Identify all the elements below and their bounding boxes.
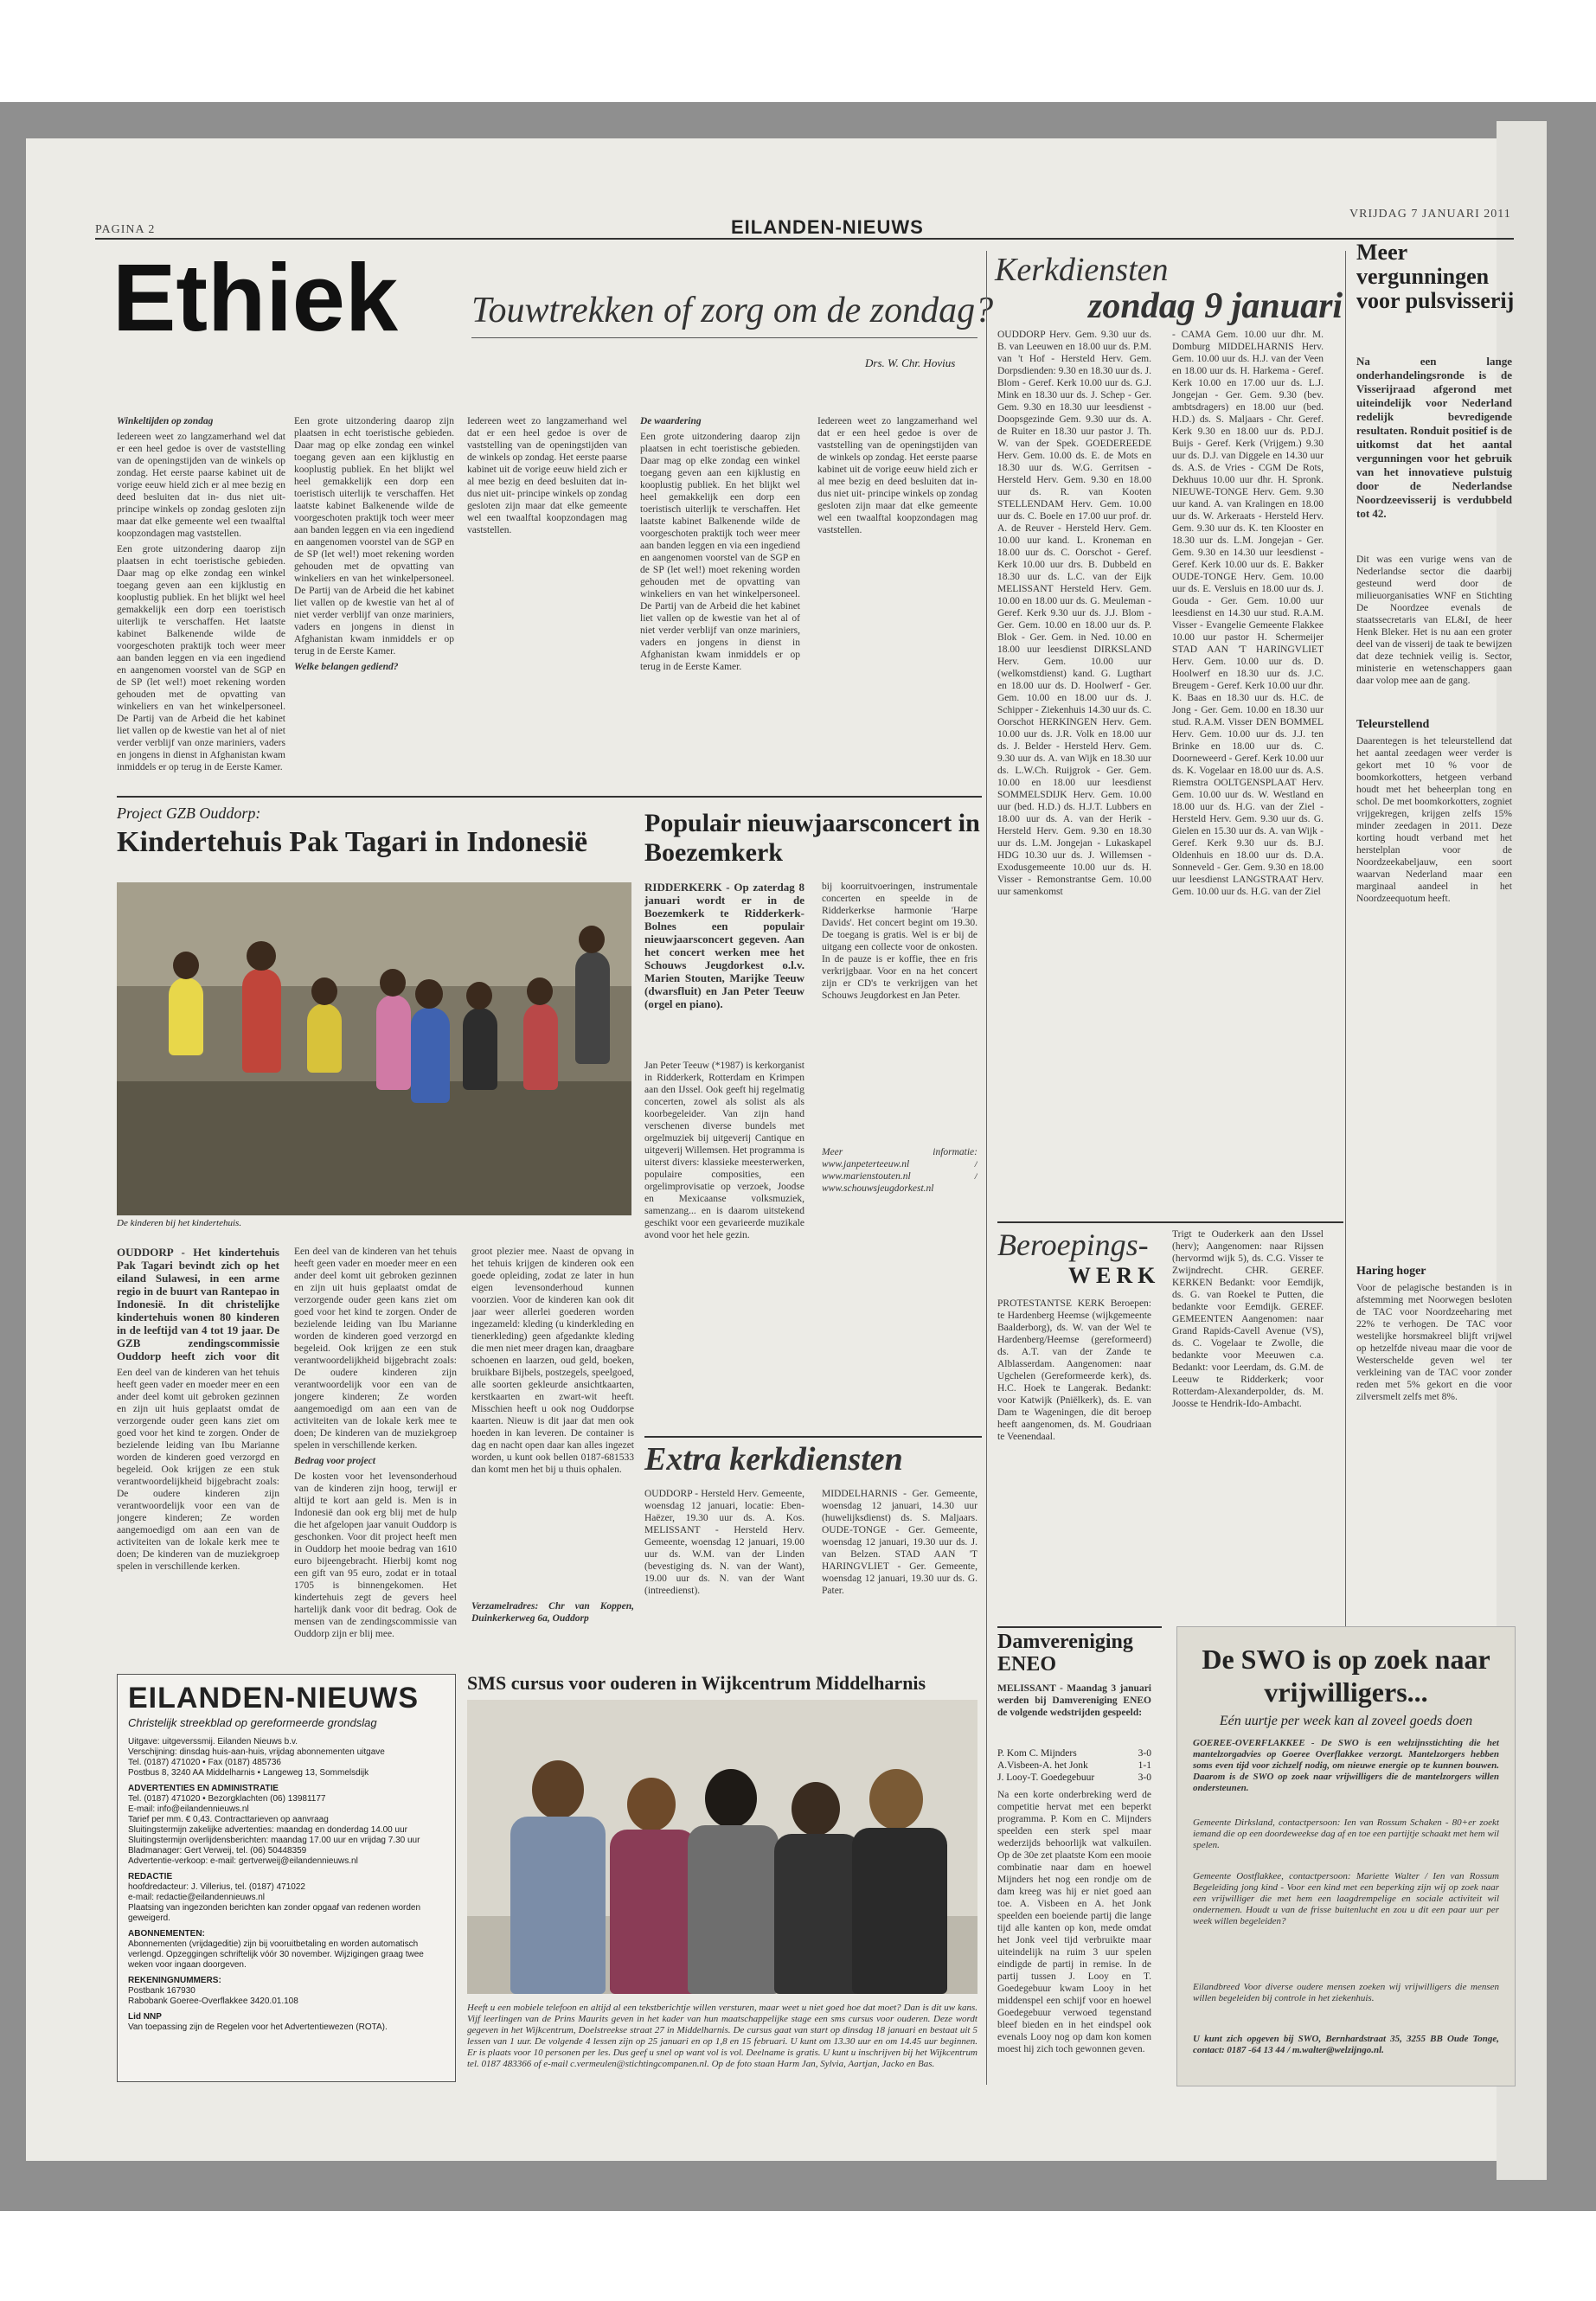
dam-result-row: J. Looy-T. Goedegebuur 3-0	[997, 1772, 1151, 1783]
colofon-redactie-line: Plaatsing van ingezonden berichten kan zonder opgaaf van redenen worden geweigerd.	[128, 1903, 421, 1923]
meer-body: Dit was een vurige wens van de Nederlandse sector die daarbij gesteund werd door de milieuorganisaties WNF en Stichting De Noordzee evenals de staatssecretaris van EL&I, de heer Henk Bleker. Het is nu aan een groter deel van de visserij de taak te bewijzen dat deze techniek veilig is. Sector, ministerie en wetenschappers gaan daar volop mee aan de gang.	[1356, 554, 1512, 686]
colofon-heading: REDACTIE	[128, 1872, 173, 1881]
meer-body-3: Voor de pelagische bestanden is in afstemming met Noorwegen besloten de TAC voor Noordzeeharing met 22% te verhogen. De TAC voor westelijke horsmakreel blijft vrijwel op hetzelfde niveau maar die voor de Westerschelde geven wel ter verkleining van de TAC voor zonder reden met 5% gekort en die voor zilversmelt zelfs met 8%.	[1356, 1283, 1512, 1402]
colofon-box	[117, 1674, 456, 2082]
beroep-title-2: WERK	[1068, 1263, 1161, 1288]
extra-column-2: MIDDELHARNIS - Ger. Gemeente, woensdag 12 januari, 14.30 uur (huwelijksdienst) ds. S. Maljaars. OUDE-TONGE - Ger. Gemeente, woensdag 12 januari, 19.30 uur ds. J. van Belzen. STAD AAN 'T HARINGVLIET - Ger. Gemeente, woensdag 12 januari, 19.30 uur ds. G. Pater.	[822, 1489, 977, 1596]
concert-body: Jan Peter Teeuw (*1987) is kerkorganist in Ridderkerk, Rotterdam en Krimpen aan den IJssel. Ook geeft hij regelmatig concerten, zowel als solist als als koorbegeleider. Van zijn hand verschenen diverse bundels met orgelmuziek bij uitgeverij Cantique en uitgeverij Willemsen. Het programma is uiterst divers: klassieke meesterwerken, populaire composities, een orgelimprovisatie op verzoek, Joodse en Mexicaanse volksmuziek, samenzang... en is daarom uitstekend geschikt voor een gevarieerde muzikale avond voor het hele gezin.	[644, 1061, 804, 1240]
ethiek-body-4: Een grote uitzondering daarop zijn plaatsen in echt toeristische gebieden. Daar mag op elke zondag een winkel toegang geven aan een kijklustig en kooplustig publiek. En het blijkt wel heel gemakkelijk een dorp een toeristisch uiterlijk te verschaffen. Het laatste kabinet Balkenende wilde de voorgeschoten praktijk toch weer meer aan banden leggen en via een ingediend en aangenomen voorstel van de SGP en de SP (let wel!) moet rekening worden gehouden met de opvatting van winkeliers en van het winkelpersoneel. De Partij van de Arbeid die het kabinet liet vallen op de kwestie van het al of niet verder verblijf van onze mariniers, vaders en jongens in dienst in Afghanistan kwam inmiddels er op terug in de Eerste Kamer.	[640, 432, 800, 672]
kerk-title-2: zondag 9 januari	[1088, 286, 1343, 326]
colofon-ad-line: Bladmanager: Gert Verweij, tel. (06) 50448359	[128, 1846, 307, 1856]
ethiek-body: Een grote uitzondering daarop zijn plaatsen in echt toeristische gebieden. Daar mag op elke zondag een winkel toegang geven aan een kijklustig en kooplustig publiek. En het blijkt wel heel gemakkelijk een dorp een toeristisch uiterlijk te verschaffen. Het laatste kabinet Balkenende wilde de voorgeschoten praktijk toch weer meer aan banden leggen en via een ingediend en aangenomen voorstel van de SGP en de SP (let wel!) moet rekening worden gehouden met de opvatting van winkeliers en van het winkelpersoneel. De Partij van de Arbeid die het kabinet liet vallen op de kwestie van het al of niet verder verblijf van onze mariniers, vaders en jongens in dienst in Afghanistan kwam inmiddels er op terug in de Eerste Kamer.	[117, 544, 285, 772]
colofon-ad-line: Sluitingstermijn overlijdensberichten: maandag 17.00 uur en vrijdag 7.30 uur	[128, 1836, 420, 1845]
concert-title: Populair nieuwjaarsconcert in Boezemkerk	[644, 809, 980, 867]
beroep-column-2: Trigt te Ouderkerk aan den IJssel (herv); Aangenomen: naar Rijssen (hervormd wijk 5), ds. C.G. Visser te Zwijndrecht. CHR. GEREF. KERKEN Bedankt: voor Eemdijk, ds. G. van Roekel te Putten, die bedankte voor Eemdijk. GEREF. GEMEENTEN Aangenomen: naar Grand Rapids-Cavell Avenue (VS), ds. C. Vogelaar te Zwolle, die bedankte voor Meeuwen c.a. Bedankt: voor Leerdam, ds. G.M. de Leeuw te Ridderkerk; voor Rotterdam-Alexanderpolder, ds. M. Joosse te Hendrik-Ido-Ambacht.	[1172, 1229, 1324, 1409]
headline-rule	[471, 337, 977, 338]
ethiek-column-1	[117, 415, 285, 787]
meer-body-2: Daarentegen is het teleurstellend dat het aantal zeedagen weer verder is gekort met 10 % voor de boomkorkotters, hetgeen verband houdt met het beheerplan tong en schol. De met boomkorkotters, zogniet vrijgekregen, krijgen zelfs 15% minder zeedagen in 2011. Deze korting houdt verband met het herstelplan voor de Noordzeekabeljauw, een soort waarvan Nederland maar een marginaal aandeel in het Noordzeequotum heeft.	[1356, 736, 1512, 904]
dam-title: Damvereniging ENEO	[997, 1631, 1133, 1676]
gzb-body: Een deel van de kinderen van het tehuis heeft geen vader en moeder meer en een ander deel komt uit gebroken gezinnen en zijn uit huis geplaatst omdat de verzorgende ouder geen kans ziet om goed voor het kind te zorgen. Onder de bezielende leiding van Ibu Marianne worden de kinderen goed verzorgd en begeleid. Ook krijgen ze een stuk verantwoordelijkheid bijgebracht zoals: De oudere kinderen zijn verantwoordelijk voor een van de jongere kinderen; Ze worden aangemoedigd om aan een van de activiteiten van de lokale kerk mee te doen; De kinderen van de muziekgroep spelen in verschillende kerken.	[117, 1368, 279, 1572]
beroep-rule	[997, 1221, 1343, 1223]
meer-subhead: Teleurstellend	[1356, 718, 1430, 731]
page-number: PAGINA 2	[95, 223, 156, 236]
extra-column-1: OUDDORP - Hersteld Herv. Gemeente, woensdag 12 januari, locatie: Eben-Haëzer, 19.30 uur ds. A. Kos. MELISSANT - Hersteld Herv. Gemeente, woensdag 12 januari, 19.00 uur ds. W.M. van der Linden (bevestiging ds. N. van der Want), 19.00 uur ds. N. van der Want (intreedienst).	[644, 1489, 804, 1596]
swo-intro: GOEREE-OVERFLAKKEE - De SWO is een welzijnsstichting die het mantelzorgadvies op Goeree Overflakkee verzorgt. Mantelzorgers hebben soms even tijd voor zichzelf nodig, om nieuwe energie op te kunnen bouwen. Daarom is de SWO op zoek naar vrijwilligers die de mantelzorgers willen ondersteunen.	[1193, 1738, 1499, 1793]
colofon-heading: ADVERTENTIES EN ADMINISTRATIE	[128, 1784, 279, 1793]
ethiek-subhead-3: De waardering	[640, 416, 702, 426]
colofon-line: Postbus 8, 3240 AA Middelharnis • Langeweg 13, Sommelsdijk	[128, 1768, 369, 1778]
beroep-title-1: Beroepings-	[997, 1227, 1149, 1262]
ethiek-column-4	[640, 415, 800, 787]
concert-body-2: bij koorruitvoeringen, instrumentale concerten en speelde in de Ridderkerkse harmonie 'Harpe Davids'. Het concert begint om 19.30. De toegang is gratis. Wel is er bij de uitgang een collecte voor de onkosten. In de pauze is er koffie, thee en fris verkrijgbaar. Voor en na het concert zijn er CD's te verkrijgen van het Schouws Jeugdorkest en Jan Peter.	[822, 881, 977, 1001]
section-title: Ethiek	[112, 245, 399, 351]
gzb-caption: De kinderen bij het kindertehuis.	[117, 1218, 242, 1228]
gzb-body-2a: Een deel van de kinderen van het tehuis heeft geen vader en moeder meer en een ander deel komt uit gebroken gezinnen en zijn uit huis geplaatst omdat de verzorgende ouder geen kans ziet om goed voor het kind te zorgen. Onder de bezielende leiding van Ibu Marianne worden de kinderen goed verzorgd en begeleid. Ook krijgen ze een stuk verantwoordelijkheid bijgebracht zoals: De oudere kinderen zijn verantwoordelijk voor een van de jongere kinderen; Ze worden aangemoedigd om aan een van de activiteiten van de lokale kerk mee te doen; De kinderen van de muziekgroep spelen in verschillende kerken.	[294, 1247, 457, 1451]
colofon-info	[128, 1737, 444, 2033]
ethiek-subhead-2: Welke belangen gediend?	[294, 662, 399, 672]
swo-box	[1176, 1626, 1516, 2086]
colofon-ad-line: Tarief per mm. € 0,43. Contracttarieven op aanvraag	[128, 1815, 329, 1824]
swo-item-1: Gemeente Dirksland, contactpersoon: Ien van Rossum Schaken - 80+er zoekt iemand die op een doordeweekse dag af en toe een partijtje schaakt met hem wil spelen.	[1193, 1817, 1499, 1850]
colofon-rek-line: Postbank 167930	[128, 1986, 195, 1996]
swo-subtitle: Eén uurtje per week kan al zoveel goeds doen	[1219, 1714, 1473, 1728]
sms-title: SMS cursus voor ouderen in Wijkcentrum Middelharnis	[467, 1672, 926, 1694]
concert-lead: RIDDERKERK - Op zaterdag 8 januari wordt er in de Boezemkerk te Ridderkerk-Bolnes een populair nieuwjaarsconcert gegeven. Aan het concert werken mee het Schouws Jeugdorkest o.l.v. Marien Stouten, Marijke Teeuw (dwarsfluit) en Jan Peter Teeuw (orgel en piano).	[644, 881, 804, 1010]
colofon-line: Verschijning: dinsdag huis-aan-huis, vrijdag abonnementen uitgave	[128, 1747, 385, 1757]
concert-info: Meer informatie: www.janpeterteeuw.nl / www.marienstouten.nl / www.schouwsjeugdorkest.nl	[822, 1147, 977, 1194]
colofon-nnp: Van toepassing zijn de Regelen voor het Advertentiewezen (ROTA).	[128, 2022, 388, 2032]
gzb-column-2	[294, 1246, 457, 1652]
ethiek-lead: Iedereen weet zo langzamerhand wel dat er een heel gedoe is over de vaststelling van de openingstijden van de winkels op zondag. Het eerste paarse kabinet uit de vorige eeuw hield zich er al mee bezig en deed besluiten dat in- dus niet uit- principe winkels op zondag gesloten zijn maar dat elke gemeente wel een twaalftal koopzondagen mag vaststellen.	[117, 432, 285, 539]
kerk-title-1: Kerkdiensten	[995, 252, 1169, 288]
gzb-footer: Verzamelradres: Chr van Koppen, Duinkerkerweg 6a, Ouddorp	[471, 1601, 634, 1624]
column-divider	[1345, 251, 1346, 1626]
colofon-slogan: Christelijk streekblad op gereformeerde grondslag	[128, 1716, 377, 1729]
dam-results	[997, 1747, 1151, 1784]
gzb-subhead: Bedrag voor project	[294, 1456, 375, 1466]
masthead: EILANDEN-NIEUWS	[731, 216, 924, 238]
meer-title: Meer vergunningen voor pulsvisserij	[1356, 240, 1515, 313]
article-headline: Touwtrekken of zorg om de zondag?	[471, 291, 994, 330]
ethiek-column-5	[817, 415, 977, 787]
meer-subhead-2: Haring hoger	[1356, 1265, 1426, 1278]
colofon-redactie-line: hoofdredacteur: J. Villerius, tel. (0187) 471022	[128, 1882, 305, 1892]
colofon-abon: Abonnementen (vrijdageditie) zijn bij vooruitbetaling en worden automatisch verlengd. Opzeggingen schriftelijk vóór 30 november. Wijzigingen graag twee weken voor ingaan doorgeven.	[128, 1939, 424, 1970]
gzb-body-2: De kosten voor het levensonderhoud van de kinderen zijn hoog, terwijl er altijd te kort aan geld is. Men is in Indonesië dan ook erg blij met de hulp die het afgelopen jaar vanuit Ouddorp is geschonken. Voor dit project heeft men in Ouddorp het mooie bedrag van 1610 euro bijeengebracht. Hierbij komt nog een gift van 95 euro, zodat er in totaal 1705 is binnengekomen. Het kindertehuis zegt de gevers heel hartelijk dank voor dit bedrag. Ook de mensen van de zendingscommissie van Ouddorp zijn er blij mee.	[294, 1471, 457, 1639]
extra-rule	[644, 1436, 982, 1438]
dam-rule	[997, 1626, 1162, 1628]
dam-result-row: A.Visbeen-A. het Jonk 1-1	[997, 1760, 1151, 1771]
swo-item-2: Gemeente Oostflakkee, contactpersoon: Mariette Walter / Ien van Rossum Begeleiding jong kind - Voor een kind met een beperking zijn wij op zoek naar een vrijwilliger die met hem een laagdrempelige en sociale activiteit wil ondernemen. Houdt u van de frisse buitenlucht en zou u dit een paar uur per week willen begeleiden?	[1193, 1871, 1499, 1926]
ethiek-column-3	[467, 415, 627, 787]
colofon-heading: Lid NNP	[128, 2012, 162, 2022]
ethiek-body-2: Een grote uitzondering daarop zijn plaatsen in echt toeristische gebieden. Daar mag op elke zondag een winkel toegang geven aan een kijklustig en kooplustig publiek. En het blijkt wel heel gemakkelijk een dorp een toeristisch uiterlijk te verschaffen. Het laatste kabinet Balkenende wilde de voorgeschoten praktijk toch weer meer aan banden leggen en via een ingediend en aangenomen voorstel van de SGP en de SP (let wel!) moet rekening worden gehouden met de opvatting van winkeliers en van het winkelpersoneel. De Partij van de Arbeid die het kabinet liet vallen op de kwestie van het al of niet verder verblijf van onze mariniers, vaders en jongens in dienst in Afghanistan kwam inmiddels er op terug in de Eerste Kamer.	[294, 416, 454, 657]
colofon-line: Tel. (0187) 471020 • Fax (0187) 485736	[128, 1758, 281, 1767]
kerk-column-2: - CAMA Gem. 10.00 uur dhr. M. Domburg MIDDELHARNIS Herv. Gem. 10.00 uur ds. H.J. van der Veen en 18.00 uur ds. H. Harkema - Geref. Kerk 10.00 en 17.00 uur ds. L.J. Jongejan - Ger. Gem. 9.30 (bev. ambtsdragers) en 18.00 uur (bed. H.D.) ds. S. Maljaars - Chr. Geref. Kerk 9.30 en 18.00 uur ds. P.D.J. Buijs - Geref. Kerk (Vrijgem.) 9.30 uur ds. D.J. van Diggele en 14.30 uur ds. A.S. de Vries - CGM De Rots, Dekhuus 10.00 uur dhr. H. Spronk. NIEUWE-TONGE Herv. Gem. 9.30 uur kand. A. van Kralingen en 18.00 uur ds. W. Arkeraats - Hersteld Herv. Gem. 9.30 uur ds. K. ten Klooster en 18.30 uur ds. L.M. Jongejan - Ger. Gem. 9.30 en 14.30 uur leesdienst - Geref. Kerk 10.00 uur ds. E. Bakker OUDE-TONGE Herv. Gem. 10.00 uur ds. E. Versluis en 18.00 uur ds. J. Gouda - Ger. Gem. 10.00 uur leesdienst en 14.30 uur stud. R.A.M. Visser - Evangelie Gemeente Flakkee 10.00 uur pastor H. Schermeijer STAD AAN 'T HARINGVLIET Herv. Gem. 10.00 uur ds. D. Hoolwerf en 18.30 uur ds. J.C. Breugem - Geref. Kerk 10.00 uur dhr. K. Baas en 18.30 uur ds. H.C. de Jong - Ger. Gem. 10.00 en 18.30 uur stud. R.A.M. Visser DEN BOMMEL Herv. Gem. 10.00 uur ds. J.J. ten Brinke en 18.00 uur ds. C. Doorneweerd - Geref. Kerk 10.00 uur ds. K. Vogelaar en 18.00 uur ds. A.S. Riemstra OOLTGENSPLAAT Herv. Gem. 10.00 uur ds. W. Westland en 18.00 uur ds. H.G. van der Ziel - Hersteld Herv. Gem. 9.30 uur ds. G. Gielen en 15.30 uur ds. A. van Wijk - Geref. Kerk 9.30 uur ds. B.J. Oldenhuis en 18.00 uur ds. D.A. Sonneveld - Ger. Gem. 9.30 en 18.00 uur leesdienst LANGSTRAAT Herv. Gem. 10.00 uur ds. H.G. van der Ziel	[1172, 330, 1324, 897]
ethiek-body-5: Iedereen weet zo langzamerhand wel dat er een heel gedoe is over de vaststelling van de openingstijden van de winkels op zondag. Het eerste paarse kabinet uit de vorige eeuw hield zich er al mee bezig en deed besluiten dat in- dus niet uit- principe winkels op zondag gesloten zijn maar dat elke gemeente wel een twaalftal koopzondagen mag vaststellen.	[817, 416, 977, 535]
ethiek-column-2	[294, 415, 454, 787]
dam-body: Na een korte onderbreking werd de competitie hervat met een beperkt programma. P. Kom en C. Mijnders speelden een sterk spel maar wederzijds behoorlijk wat valkuilen. Op de 30e zet plaatste Kom een mooie combinatie naar dam en hoewel Mijnders het nog een rondje om de dam kreeg was hij er niet goed aan toe. A. Visbeen en A. het Jonk speelden een boeiende partij die lange tijd alle kanten op kon, mede omdat het Jonk veel tijd verbruikte maar uiteindelijk na ruim 3 uur spelen eindigde de partij in remise. In de partij tussen J. Looy en T. Goedegebuur kwam Looy in het middenspel een schijf voor en hoewel Goedegebuur verwoed tegenstand bleef bieden en in het eindspel ook evenals Looy nog op dam kon komen moest hij zich toch gewonnen geven.	[997, 1790, 1151, 2054]
students-photo	[467, 1700, 977, 1994]
swo-item-3: Eilandbreed Voor diverse oudere mensen zoeken wij vrijwilligers die mensen willen begeleiden bij controle in het ziekenhuis.	[1193, 1982, 1499, 2003]
colofon-ad-line: E-mail: info@eilandennieuws.nl	[128, 1804, 249, 1814]
gzb-lead: OUDDORP - Het kindertehuis Pak Tagari bevindt zich op het eiland Sulawesi, in een arme regio in de buurt van Rantepao in Indonesië. In dit christelijke kindertehuis wonen 80 kinderen in de leeftijd van 4 tot 19 jaar. De GZB zendingscommissie Ouddorp heeft zich voor dit	[117, 1246, 279, 1362]
dam-lead: MELISSANT - Maandag 3 januari werden bij Damvereniging ENEO de volgende wedstrijden gespeeld:	[997, 1683, 1151, 1718]
colofon-ad-line: Tel. (0187) 471020 • Bezorgklachten (06) 13981177	[128, 1794, 326, 1804]
colofon-heading: ABONNEMENTEN:	[128, 1929, 205, 1939]
colofon-heading: REKENINGNUMMERS:	[128, 1976, 221, 1985]
issue-date: VRIJDAG 7 JANUARI 2011	[1349, 208, 1511, 221]
ethiek-subhead: Winkeltijden op zondag	[117, 416, 214, 426]
header-rule	[95, 238, 1514, 240]
sms-caption: Heeft u een mobiele telefoon en altijd al een tekstberichtje willen versturen, maar weet u niet goed hoe dat moet? Dan is dit uw kans. Vijf leerlingen van de Prins Maurits geven in het kader van hun maatschappelijke stage een sms cursus voor ouderen. Deze wordt gegeven in het Wijkcentrum, Doelstreekse straat 27 in Middelharnis. De cursus gaat van start op dinsdag 18 januari en bestaat uit 5 lessen van 1 uur. De volgende 4 lessen zijn op 25 januari en op 1,8 en 15 februari. U kunt om 13.30 uur en om 14.45 uur beginnen. Er is plaats voor 10 personen per les. Dus geef u snel op want vol is vol. Deelname is gratis. U kunt u inschrijven bij het Wijkcentrum tel. 0187 483366 of e-mail c.vermeulen@stichtingcompanen.nl. Op de foto staan Harm Jan, Sylvia, Aartjan, Jacko en Bas.	[467, 2003, 977, 2069]
colofon-logo: EILANDEN-NIEUWS	[128, 1682, 420, 1715]
colofon-rek-line: Rabobank Goeree-Overflakkee 3420.01.108	[128, 1997, 298, 2006]
gzb-column-3: groot plezier mee. Naast de opvang in het tehuis krijgen de kinderen ook een goede opleiding, zodat ze later in hun eigen levensonderhoud kunnen voorzien. Voor de kinderen kan ook dit jaar weer allerlei goederen worden ingezameld: kleding (u kinderkleding en tienerkleding) geen afgedankte kleding die men niet meer dragen kan, draagbare schoenen en laarzen, oud geld, boeken, bruikbare Bijbels, postzegels, speelgoed, alle soorten gekleurde ansichtkaarten, kerstkaarten en zwart-wit heeft. Misschien heeft u ook nog Ouddorpse kaarten. Nieuw is dit jaar dat men ook hoeden in kan leveren. De container is dag en nacht open daar kan alles ingezet worden, u kunt ook bellen 0187-681533 dan komt men het bij u thuis ophalen.	[471, 1247, 634, 1475]
gzb-title: Kindertehuis Pak Tagari in Indonesië	[117, 826, 588, 858]
dam-result-row: P. Kom C. Mijnders 3-0	[997, 1748, 1151, 1759]
ethiek-body-3: Iedereen weet zo langzamerhand wel dat er een heel gedoe is over de vaststelling van de openingstijden van de winkels op zondag. Het eerste paarse kabinet uit de vorige eeuw hield zich er al mee bezig en deed besluiten dat in- dus niet uit- principe winkels op zondag gesloten zijn maar dat elke gemeente wel een twaalftal koopzondagen mag vaststellen.	[467, 416, 627, 535]
article-author: Drs. W. Chr. Hovius	[865, 356, 956, 369]
swo-title: De SWO is op zoek naar vrijwilligers...	[1202, 1644, 1490, 1708]
colofon-line: Uitgave: uitgeverssmij. Eilanden Nieuws b.v.	[128, 1737, 298, 1747]
children-photo	[117, 882, 631, 1215]
extra-title: Extra kerkdiensten	[644, 1441, 903, 1477]
beroep-column-1: PROTESTANTSE KERK Beroepen: te Hardenberg Heemse (wijkgemeente Baalderborg), ds. W. van der Wel te Hardenberg/Heemse (gereformeerd) ds. A.T. van der Zande te Alblasserdam. Aangenomen: naar Ugchelen (Gereformeerde kerk), ds. H.C. Hoek te Langerak. Bedankt: voor Katwijk (Pniëlkerk), ds. E. van Dam te Wageningen, die dit beroep heeft aangenomen, ds. M. Goudriaan te Veenendaal.	[997, 1298, 1151, 1442]
colofon-ad-line: Sluitingstermijn zakelijke advertenties: maandag en donderdag 14.00 uur	[128, 1825, 407, 1835]
swo-contact: U kunt zich opgeven bij SWO, Bernhardstraat 35, 3255 BB Oude Tonge, contact: 0187 -64 13 44 / m.walter@welzijngo.nl.	[1193, 2034, 1499, 2055]
gzb-rule	[117, 796, 982, 798]
column-divider	[986, 251, 987, 2085]
gzb-kicker: Project GZB Ouddorp:	[117, 804, 261, 822]
colofon-ad-line: Advertentie-verkoop: e-mail: gertverweij@eilandennieuws.nl	[128, 1856, 358, 1866]
colofon-redactie-line: e-mail: redactie@eilandennieuws.nl	[128, 1893, 266, 1902]
meer-lead: Na een lange onderhandelingsronde is de Visserijraad afgerond met uiteindelijk voor Nederland redelijk bevredigende resultaten. Ronduit positief is de uitkomst dat het aantal vergunningen voor het gebruik van het innovatieve pulstuig door de Nederlandse Noordzeevisserij is verdubbeld tot 42.	[1356, 355, 1512, 520]
kerk-column-1: OUDDORP Herv. Gem. 9.30 uur ds. B. van Leeuwen en 18.00 uur ds. P.M. van 't Hof - Hersteld Herv. Gem. Dorpsdienden: 9.30 en 18.30 uur ds. J. Blom - Geref. Kerk 10.00 uur ds. G.J. Mink en 18.30 uur ds. J. Schep - Ger. Gem. 9.30 en 18.30 uur leesdienst - Doopsgezinde Gem. 9.30 uur ds. A. de Ruiter en 18.30 uur pastor J. Th. W. van der Spek. GOEDEREEDE Herv. Gem. 10.00 ds. E. de Mots en 18.30 uur ds. W.G. Gerritsen - Hersteld Herv. Gem. 9.30 en 18.00 uur ds. R. van Kooten STELLENDAM Herv. Gem. 10.00 uur ds. C. Boele en 17.00 uur prof. dr. A. de Reuver - Hersteld Herv. Gem. 10.00 uur kand. L. Kroneman en 18.00 uur ds. C. Oorschot - Geref. Kerk 10.00 uur drs. B. Dubbeld en 18.30 uur ds. L.C. van der Eijk MELISSANT Hersteld Herv. Gem. 10.00 en 18.00 uur ds. G. Meuleman - Geref. Kerk 9.30 uur ds. J.J. Blom - Ger. Gem. 10.00 en 18.00 uur ds. P. Blok - Ger. Gem. in Ned. 10.00 en 18.00 uur leesdienst DIRKSLAND Herv. Gem. 10.00 uur (welkomstdienst) kand. G. Lugthart en 18.00 uur ds. D. Hoolwerf - Ger. Gem. 10.00 en 18.00 uur ds. J. Schipper - Ziekenhuis 14.30 uur ds. C. Oorschot HERKINGEN Herv. Gem. 10.00 uur ds. J.R. Volk en 18.00 uur ds. J. Belder - Hersteld Herv. Gem. 9.30 uur ds. A. van Wijk en 18.30 uur ds. L.W.Ch. Ruijgrok - Ger. Gem. 10.00 en 18.00 uur leesdienst SOMMELSDIJK Herv. Gem. 10.00 uur (bed. H.D.) ds. H.J.T. Lubbers en 18.00 uur ds. A. van der Herik - Hersteld Herv. Gem. 9.30 en 18.30 uur ds. L.M. Jongejan - Lukaskapel HDG 10.30 uur ds. J. Willemsen - Exodusgemeente 10.00 uur ds. H. Visser - Remonstrantse Gem. 10.00 uur samenkomst	[997, 330, 1151, 897]
